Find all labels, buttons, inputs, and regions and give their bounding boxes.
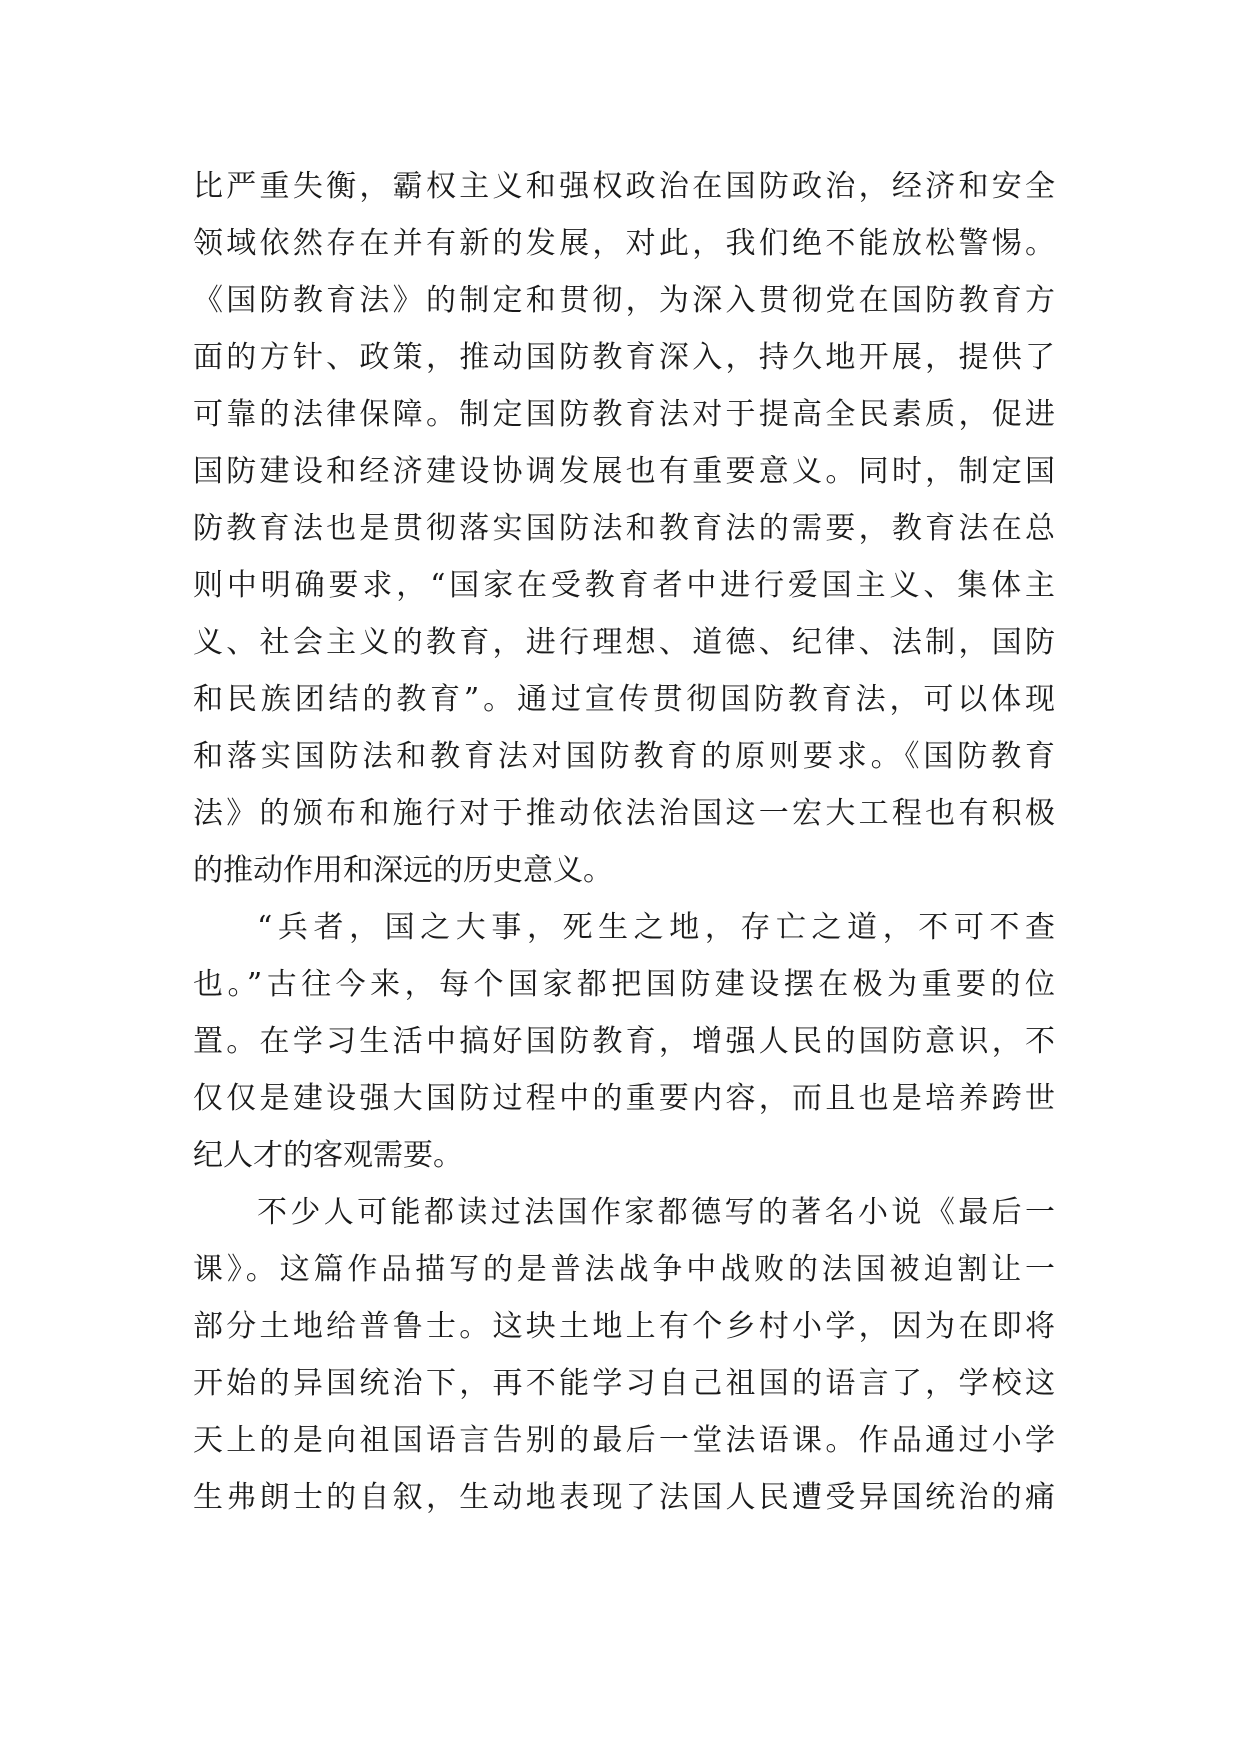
text-line: 领域依然存在并有新的发展，对此，我们绝不能放松警惕。	[193, 226, 1055, 261]
text-line: 部分土地给普鲁士。这块土地上有个乡村小学，因为在即将	[193, 1309, 1055, 1344]
text-line: 纪人才的客观需要。	[193, 1138, 463, 1173]
text-line: 的推动作用和深远的历史意义。	[193, 853, 613, 888]
text-line: 和落实国防法和教育法对国防教育的原则要求。《国防教育	[193, 739, 1055, 774]
text-line: 面的方针、政策，推动国防教育深入，持久地开展，提供了	[193, 340, 1055, 375]
text-line: 国防建设和经济建设协调发展也有重要意义。同时，制定国	[193, 454, 1055, 489]
text-line: 义、社会主义的教育，进行理想、道德、纪律、法制，国防	[193, 625, 1055, 660]
text-line: 课》。这篇作品描写的是普法战争中战败的法国被迫割让一	[193, 1252, 1055, 1287]
text-line: 仅仅是建设强大国防过程中的重要内容，而且也是培养跨世	[193, 1081, 1055, 1116]
text-line: 开始的异国统治下，再不能学习自己祖国的语言了，学校这	[193, 1366, 1055, 1401]
text-line: 也。”古往今来，每个国家都把国防建设摆在极为重要的位	[193, 967, 1055, 1002]
text-line: 法》的颁布和施行对于推动依法治国这一宏大工程也有积极	[193, 796, 1055, 831]
text-line: 可靠的法律保障。制定国防教育法对于提高全民素质，促进	[193, 397, 1055, 432]
text-line: 不少人可能都读过法国作家都德写的著名小说《最后一	[257, 1195, 1055, 1230]
text-line: 则中明确要求，“国家在受教育者中进行爱国主义、集体主	[193, 568, 1055, 603]
text-line: 《国防教育法》的制定和贯彻，为深入贯彻党在国防教育方	[193, 283, 1055, 318]
text-line: 置。在学习生活中搞好国防教育，增强人民的国防意识，不	[193, 1024, 1055, 1059]
text-line: 比严重失衡，霸权主义和强权政治在国防政治，经济和安全	[193, 169, 1055, 204]
text-line: 防教育法也是贯彻落实国防法和教育法的需要，教育法在总	[193, 511, 1055, 546]
text-line: 天上的是向祖国语言告别的最后一堂法语课。作品通过小学	[193, 1423, 1055, 1458]
body-text	[193, 158, 1055, 1526]
text-line: 和民族团结的教育”。通过宣传贯彻国防教育法，可以体现	[193, 682, 1055, 717]
text-line: “兵者，国之大事，死生之地，存亡之道，不可不查	[257, 910, 1055, 945]
text-line: 生弗朗士的自叙，生动地表现了法国人民遭受异国统治的痛	[193, 1480, 1055, 1515]
